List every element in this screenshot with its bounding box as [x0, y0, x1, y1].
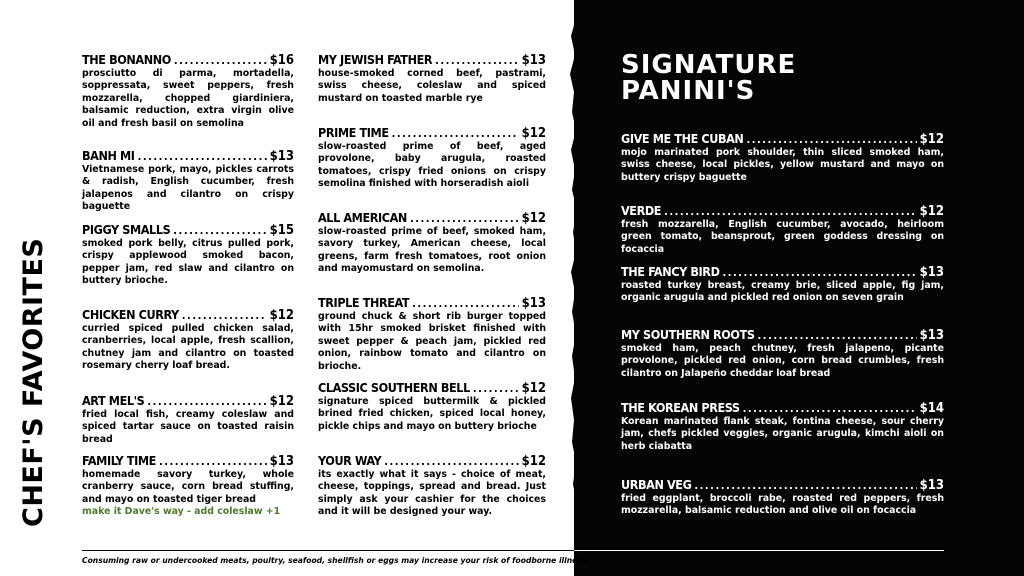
leader-dots: [384, 454, 518, 469]
foodborne-illness-disclaimer: Consuming raw or undercooked meats, poultry, seafood, shellfish or eggs may increase your risk of foodborne illness.: [82, 556, 590, 565]
item-description: smoked pork belly, citrus pulled pork, crispy applewood smoked bacon, pepper jam, red slaw and cilantro on buttery brioche.: [82, 238, 294, 287]
item-description: fresh mozzarella, English cucumber, avocado, heirloom green tomato, beansprout, green goddess dressing on focaccia: [621, 219, 944, 255]
item-name: BANH MI: [82, 148, 135, 163]
item-price: $15: [269, 223, 294, 238]
item-description: slow-roasted prime of beef, smoked ham, savory turkey, American cheese, local greens, farm fresh tomatoes, root onion and mayomustard on semolina.: [318, 226, 546, 275]
menu-column-2: [318, 52, 546, 519]
footer-divider-dark: [574, 550, 944, 551]
leader-dots: [182, 308, 267, 323]
menu-item: [318, 380, 546, 453]
menu-item: [318, 453, 546, 519]
item-price: $13: [521, 296, 546, 311]
item-name: YOUR WAY: [318, 453, 382, 468]
item-price: $12: [521, 454, 546, 469]
leader-dots: [392, 126, 519, 141]
item-price: $12: [269, 394, 294, 409]
leader-dots: [694, 478, 916, 493]
item-price: $12: [269, 308, 294, 323]
item-description: Korean marinated flank steak, fontina cheese, sour cherry jam, chefs pickled veggies, organic arugula, kimchi aioli on herb ciabatta: [621, 416, 944, 452]
item-name: PIGGY SMALLS: [82, 222, 171, 237]
item-name: GIVE ME THE CUBAN: [621, 131, 744, 146]
item-price: $13: [919, 478, 944, 493]
menu-column-1: [82, 52, 294, 519]
signature-title-line1: SIGNATURE: [621, 50, 797, 80]
item-description: slow-roasted prime of beef, aged provolone, baby arugula, roasted tomatoes, crispy fried onions on crispy semolina finished with horseradish aioli: [318, 141, 546, 190]
leader-dots: [758, 328, 917, 343]
leader-dots: [664, 204, 917, 219]
item-description: roasted turkey breast, creamy brie, sliced apple, fig jam, organic arugula and pickled red onion on seven grain: [621, 280, 944, 304]
signature-title-line2: PANINI'S: [621, 76, 756, 106]
leader-dots: [173, 223, 266, 238]
leader-dots: [723, 265, 917, 280]
torn-paper-edge: [562, 0, 592, 576]
leader-dots: [174, 53, 267, 68]
menu-column-3: [621, 131, 944, 518]
menu-item: [621, 477, 944, 518]
menu-item: [82, 453, 294, 519]
item-price: $12: [919, 132, 944, 147]
menu-item: [318, 295, 546, 380]
menu-item: [82, 52, 294, 148]
menu-item: [621, 327, 944, 400]
leader-dots: [473, 381, 519, 396]
item-description: its exactly what it says - choice of meat, cheese, toppings, spread and bread. Just simply ask your cashier for the choices and it will be designed your way.: [318, 469, 546, 518]
item-price: $12: [919, 204, 944, 219]
item-price: $13: [521, 53, 546, 68]
item-name: THE BONANNO: [82, 52, 171, 67]
menu-item: [621, 400, 944, 477]
item-name: VERDE: [621, 203, 662, 218]
menu-item: [318, 125, 546, 210]
item-name: THE FANCY BIRD: [621, 264, 720, 279]
item-description: house-smoked corned beef, pastrami, swiss cheese, coleslaw and spiced mustard on toasted marble rye: [318, 68, 546, 104]
item-price: $13: [919, 328, 944, 343]
leader-dots: [410, 211, 519, 226]
item-upgrade-note: make it Dave's way - add coleslaw +1: [82, 506, 281, 518]
item-description: ground chuck & short rib burger topped with 15hr smoked brisket finished with sweet pepper & peach jam, pickled red onion, rainbow tomato and cilantro on brioche.: [318, 311, 546, 372]
leader-dots: [746, 132, 916, 147]
menu-item: [621, 131, 944, 203]
item-name: MY SOUTHERN ROOTS: [621, 327, 755, 342]
item-description: signature spiced buttermilk & pickled brined fried chicken, spiced local honey, pickle chips and mayo on buttery brioche: [318, 396, 546, 432]
item-name: MY JEWISH FATHER: [318, 52, 433, 67]
item-name: FAMILY TIME: [82, 453, 156, 468]
menu-item: [82, 307, 294, 393]
item-description: Vietnamese pork, mayo, pickles carrots & radish, English cucumber, fresh jalapenos and cilantro on crispy baguette: [82, 164, 294, 213]
leader-dots: [435, 53, 518, 68]
item-description: fried eggplant, broccoli rabe, roasted red peppers, fresh mozzarella, balsamic reduction and olive oil on focaccia: [621, 493, 944, 517]
menu-item: [318, 210, 546, 295]
item-description: curried spiced pulled chicken salad, cranberries, local apple, fresh scallion, chutney jam and cilantro on toasted rosemary cherry loaf bread.: [82, 323, 294, 372]
item-description: homemade savory turkey, whole cranberry sauce, corn bread stuffing, and mayo on toasted tiger bread: [82, 469, 294, 505]
leader-dots: [147, 394, 266, 409]
menu-item: [621, 203, 944, 264]
item-price: $13: [269, 149, 294, 164]
chefs-favorites-title: CHEF'S FAVORITES: [18, 237, 49, 527]
menu-item: [82, 222, 294, 307]
item-name: PRIME TIME: [318, 125, 389, 140]
item-name: ART MEL'S: [82, 393, 145, 408]
item-name: CHICKEN CURRY: [82, 307, 179, 322]
menu-item: [82, 148, 294, 222]
leader-dots: [159, 454, 267, 469]
leader-dots: [412, 296, 518, 311]
item-description: prosciutto di parma, mortadella, soppressata, sweet peppers, fresh mozzarella, chopped giardiniera, balsamic reduction, extra virgin olive oil and fresh basil on semolina: [82, 68, 294, 129]
item-price: $13: [919, 265, 944, 280]
item-name: TRIPLE THREAT: [318, 295, 410, 310]
item-description: fried local fish, creamy coleslaw and spiced tartar sauce on toasted raisin bread: [82, 409, 294, 445]
item-price: $16: [269, 53, 294, 68]
item-description: smoked ham, peach chutney, fresh jalapeno, picante provolone, pickled red onion, corn bread crumbles, fresh cilantro on Jalapeño cheddar loaf bread: [621, 343, 944, 379]
item-name: THE KOREAN PRESS: [621, 400, 740, 415]
item-price: $12: [521, 381, 546, 396]
item-name: URBAN VEG: [621, 477, 692, 492]
menu-item: [318, 52, 546, 125]
leader-dots: [743, 401, 917, 416]
item-price: $14: [919, 401, 944, 416]
item-description: mojo marinated pork shoulder, thin sliced smoked ham, swiss cheese, local pickles, yellow mustard and mayo on buttery crispy baguette: [621, 147, 944, 183]
item-price: $12: [521, 126, 546, 141]
item-price: $13: [269, 454, 294, 469]
menu-item: [82, 393, 294, 453]
item-name: ALL AMERICAN: [318, 210, 407, 225]
menu-item: [621, 264, 944, 327]
item-price: $12: [521, 211, 546, 226]
item-name: CLASSIC SOUTHERN BELL: [318, 380, 470, 395]
leader-dots: [138, 149, 267, 164]
signature-paninis-title: [621, 52, 796, 104]
